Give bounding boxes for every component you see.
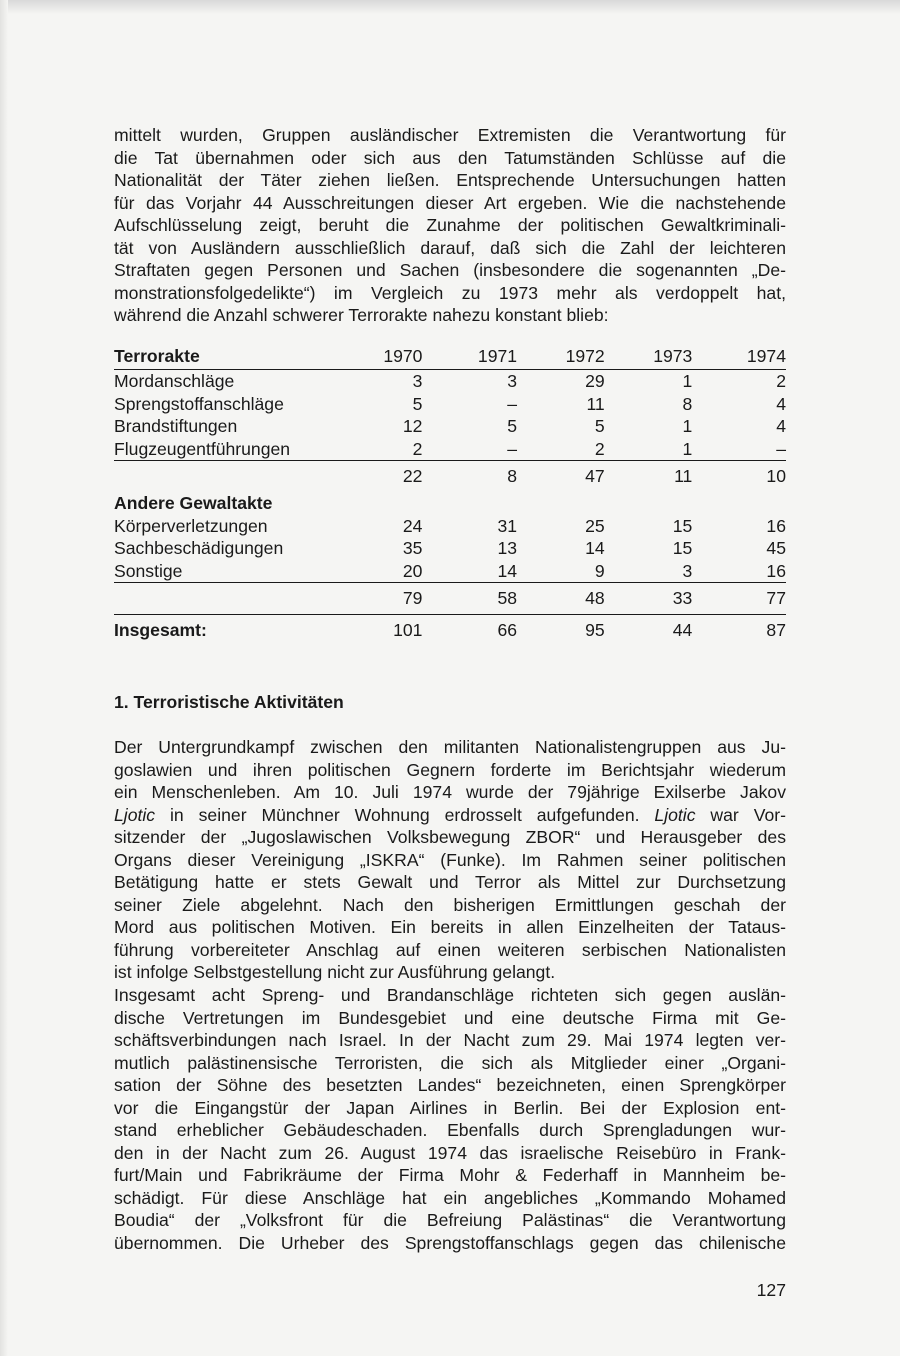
cell: 1 (682, 438, 693, 459)
cell: 2 (776, 371, 786, 391)
text-line: während die Anzahl schwerer Terrorakte nahezu konstant blieb: (114, 305, 609, 325)
cell: 5 (412, 393, 423, 414)
table-row (114, 438, 786, 461)
text-line: Aufschlüsselung zeigt, beruht die Zunahme der politischen Gewaltkriminali- (114, 215, 786, 235)
cell: 2 (412, 438, 423, 459)
text-line: furt/Main und Fabrikräume der Firma Mohr & Federhaff in Mannheim be- (114, 1165, 786, 1185)
text-line: schäftsverbindungen nach Israel. In der Nacht zum 29. Mai 1974 legten ver- (114, 1030, 786, 1050)
subtotal-row-terror (114, 461, 786, 493)
row-label: Sonstige (114, 560, 183, 581)
table-header-row (114, 343, 786, 370)
cell: – (776, 438, 786, 459)
year-header: 1972 (517, 343, 605, 370)
cell: 8 (682, 393, 693, 414)
table-row (114, 370, 786, 393)
text-line: Ljotic in seiner Münchner Wohnung erdrosselt aufgefunden. Ljotic war Vor- (114, 804, 786, 825)
text-line: führung vorbereiteter Anschlag auf einen weiteren serbischen Nationalisten (114, 939, 786, 960)
cell: – (507, 438, 518, 459)
cell: 1 (682, 371, 693, 391)
subtotal-cell: 48 (517, 583, 605, 615)
row-label: Flugzeugentführungen (114, 438, 291, 459)
table-row (114, 560, 786, 583)
row-label: Brandstiftungen (114, 416, 238, 436)
text-line: übernommen. Die Urheber des Sprengstoffanschlags gegen das chilenische (114, 1232, 786, 1253)
subtotal-cell: 10 (692, 461, 786, 493)
text-line: seiner Ziele abgelehnt. Nach den bisherigen Ermittlungen geschah der (114, 894, 786, 915)
scan-edge-left (0, 0, 8, 1356)
cell: 15 (672, 538, 693, 558)
text-line: Mord aus politischen Motiven. Ein bereits in allen Einzelheiten der Tataus- (114, 917, 786, 937)
cell: 24 (402, 515, 423, 536)
page-number: 127 (756, 1280, 786, 1300)
row-label: Körperverletzungen (114, 515, 268, 536)
text-line: mittelt wurden, Gruppen ausländischer Extremisten die Verantwortung für (114, 125, 786, 145)
text-line: die Tat übernahmen oder sich aus den Tatumständen Schlüsse auf die (114, 147, 786, 168)
row-label: Mordanschläge (114, 371, 235, 391)
text-line: tät von Ausländern ausschließlich darauf, daß sich die Zahl der leichteren (114, 237, 786, 258)
subtotal-cell: 22 (383, 461, 422, 493)
cell: 25 (585, 515, 605, 536)
cell: 15 (672, 515, 693, 536)
text-line: Boudia“ der „Volksfront für die Befreiung Palästinas“ die Verantwortung (114, 1210, 786, 1230)
text-line: sitzender der „Jugoslawischen Volksbewegung ZBOR“ und Herausgeber des (114, 827, 786, 847)
cell: 4 (776, 416, 786, 436)
text-line: monstrationsfolgedelikte“) im Vergleich zu 1973 mehr als verdoppelt hat, (114, 282, 786, 303)
total-cell: 101 (383, 615, 422, 647)
cell: 16 (766, 560, 786, 581)
row-label: Sachbeschädigungen (114, 538, 284, 558)
cell: 12 (402, 416, 423, 436)
cell: 1 (682, 416, 693, 436)
cell: 20 (402, 560, 423, 581)
cell: 3 (412, 371, 423, 391)
subtotal-cell: 11 (605, 461, 693, 493)
cell: 4 (776, 393, 786, 414)
text-line: sation der Söhne des besetzten Landes“ bezeichneten, einen Sprengkörper (114, 1075, 786, 1095)
subtotal-label (114, 461, 383, 493)
violence-statistics-table (114, 343, 786, 646)
total-cell: 66 (422, 615, 517, 647)
cell: 5 (507, 416, 518, 436)
text-line: für das Vorjahr 44 Ausschreitungen dieser Art ergeben. Wie die nachstehende (114, 192, 786, 213)
cell: 5 (594, 416, 605, 436)
cell: 14 (497, 560, 518, 581)
text-line: schädigt. Für diese Anschläge hat ein angebliches „Kommando Mohamed (114, 1187, 786, 1208)
text-line: goslawien und ihren politischen Gegnern forderte im Berichtsjahr wiederum (114, 759, 786, 780)
subtotal-cell: 8 (422, 461, 517, 493)
cell: – (507, 393, 518, 414)
table-row (114, 492, 786, 515)
cell: 45 (766, 538, 786, 558)
year-header: 1974 (692, 343, 786, 370)
text-line: ein Menschenleben. Am 10. Juli 1974 wurde der 79jährige Exilserbe Jakov (114, 782, 786, 802)
text-line: vor die Eingangstür der Japan Airlines in Berlin. Bei der Explosion ent- (114, 1097, 786, 1118)
year-header: 1973 (605, 343, 693, 370)
cell: 31 (497, 515, 518, 536)
text-line: Organs dieser Vereinigung „ISKRA“ (Funke). Im Rahmen seiner politischen (114, 849, 786, 870)
cell: 3 (682, 560, 693, 581)
cell: 16 (766, 515, 786, 536)
text-line: dische Vertretungen im Bundesgebiet und eine deutsche Firma mit Ge- (114, 1007, 786, 1028)
total-cell: 87 (692, 615, 786, 647)
year-header: 1970 (383, 343, 422, 370)
table-row (114, 415, 786, 438)
group-label-andere-gewaltakte: Andere Gewaltakte (114, 493, 273, 513)
paragraph-untergrundkampf (114, 736, 786, 984)
intro-paragraph (114, 124, 786, 327)
text-line: mutlich palästinensische Terroristen, die sich als Mitglieder einer „Organi- (114, 1052, 786, 1073)
text-line: Nationalität der Täter ziehen ließen. Entsprechende Untersuchungen hatten (114, 170, 786, 190)
subtotal-label (114, 583, 383, 615)
cell: 3 (507, 371, 518, 391)
text-line: stand erheblicher Gebäudeschaden. Ebenfalls durch Sprengladungen wur- (114, 1120, 786, 1140)
scan-edge-top (0, 0, 900, 14)
cell: 13 (497, 538, 518, 558)
table-row (114, 537, 786, 560)
year-header: 1971 (422, 343, 517, 370)
table-row (114, 515, 786, 538)
subtotal-cell: 47 (517, 461, 605, 493)
text-line: den in der Nacht zum 26. August 1974 das israelische Reisebüro in Frank- (114, 1142, 786, 1163)
subtotal-cell: 79 (383, 583, 422, 615)
header-terrorakte: Terrorakte (114, 343, 383, 370)
subtotal-cell: 33 (605, 583, 693, 615)
total-row (114, 615, 786, 647)
cell: 29 (585, 371, 605, 391)
paragraph-anschlaege (114, 984, 786, 1254)
cell: 9 (594, 560, 605, 581)
text-line: Straftaten gegen Personen und Sachen (insbesondere die sogenannten „De- (114, 260, 786, 280)
row-label: Sprengstoffanschläge (114, 393, 284, 414)
cell: 35 (402, 538, 423, 558)
cell: 14 (585, 538, 605, 558)
text-line: Insgesamt acht Spreng- und Brandanschläge richteten sich gegen auslän- (114, 985, 786, 1005)
total-label: Insgesamt: (114, 615, 383, 647)
section-heading: 1. Terroristische Aktivitäten (114, 692, 344, 712)
total-cell: 95 (517, 615, 605, 647)
cell: 2 (594, 438, 605, 459)
cell: 11 (586, 393, 605, 414)
subtotal-cell: 58 (422, 583, 517, 615)
subtotal-row-other (114, 583, 786, 615)
text-line: Der Untergrundkampf zwischen den militanten Nationalistengruppen aus Ju- (114, 737, 786, 757)
subtotal-cell: 77 (692, 583, 786, 615)
total-cell: 44 (605, 615, 693, 647)
text-line: Betätigung hatte er stets Gewalt und Terror als Mittel zur Durchsetzung (114, 872, 786, 892)
text-line: ist infolge Selbstgestellung nicht zur Ausführung gelangt. (114, 962, 556, 982)
table-row (114, 393, 786, 416)
